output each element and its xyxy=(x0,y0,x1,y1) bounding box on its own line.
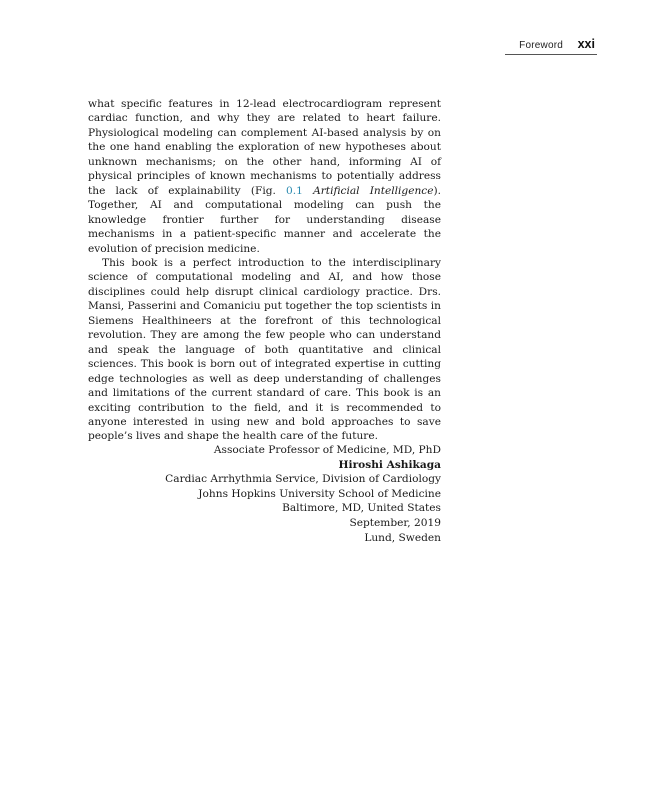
header-section-title: Foreword xyxy=(519,40,563,51)
figure-caption-reference: Artificial Intelligence xyxy=(313,184,434,197)
author-name: Hiroshi Ashikaga xyxy=(338,458,441,471)
paragraph-1-text-a: what specific features in 12-lead electrocardiogram represent cardiac function, and why they are related to heart failure. Physiological modeling can complement AI-based analysis by on the one hand enabling the exploration of new hypotheses about unknown mechanisms; on the other hand, informing AI of physical principles of known mechanisms to potentially address the lack of explainability (Fig. xyxy=(88,98,441,197)
author-department: Cardiac Arrhythmia Service, Division of Cardiology xyxy=(165,473,441,486)
signature-place: Lund, Sweden xyxy=(364,531,441,544)
paragraph-1 xyxy=(88,97,441,256)
author-location: Baltimore, MD, United States xyxy=(282,502,441,515)
page-number: xxi xyxy=(577,37,595,51)
author-position: Associate Professor of Medicine, MD, PhD xyxy=(213,444,441,456)
running-header xyxy=(505,36,597,55)
signature-date: September, 2019 xyxy=(349,516,441,529)
figure-reference-link[interactable]: 0.1 xyxy=(286,184,303,197)
foreword-body xyxy=(88,97,441,444)
author-institution: Johns Hopkins University School of Medicine xyxy=(198,487,441,500)
paragraph-1-text-b: ). Together, AI and computational modeling can push the knowledge frontier further for understanding disease mechanisms in a patient-specific manner and accelerate the evolution of precision medicine. xyxy=(88,184,442,255)
signature-block xyxy=(88,443,441,545)
paragraph-2: This book is a perfect introduction to the interdisciplinary science of computational modeling and AI, and how those disciplines could help disrupt clinical cardiology practice. Drs. Mansi, Passerini and Comaniciu put together the top scientists in Siemens Healthineers at the forefront of this technological revolution. They are among the few people who can understand and speak the language of both quantitative and clinical sciences. This book is born out of integrated expertise in cutting edge technologies as well as deep understanding of challenges and limitations of the current standard of care. This book is an exciting contribution to the field, and it is recommended to anyone interested in using new and bold approaches to save people’s lives and shape the health care of the future. xyxy=(88,256,441,443)
